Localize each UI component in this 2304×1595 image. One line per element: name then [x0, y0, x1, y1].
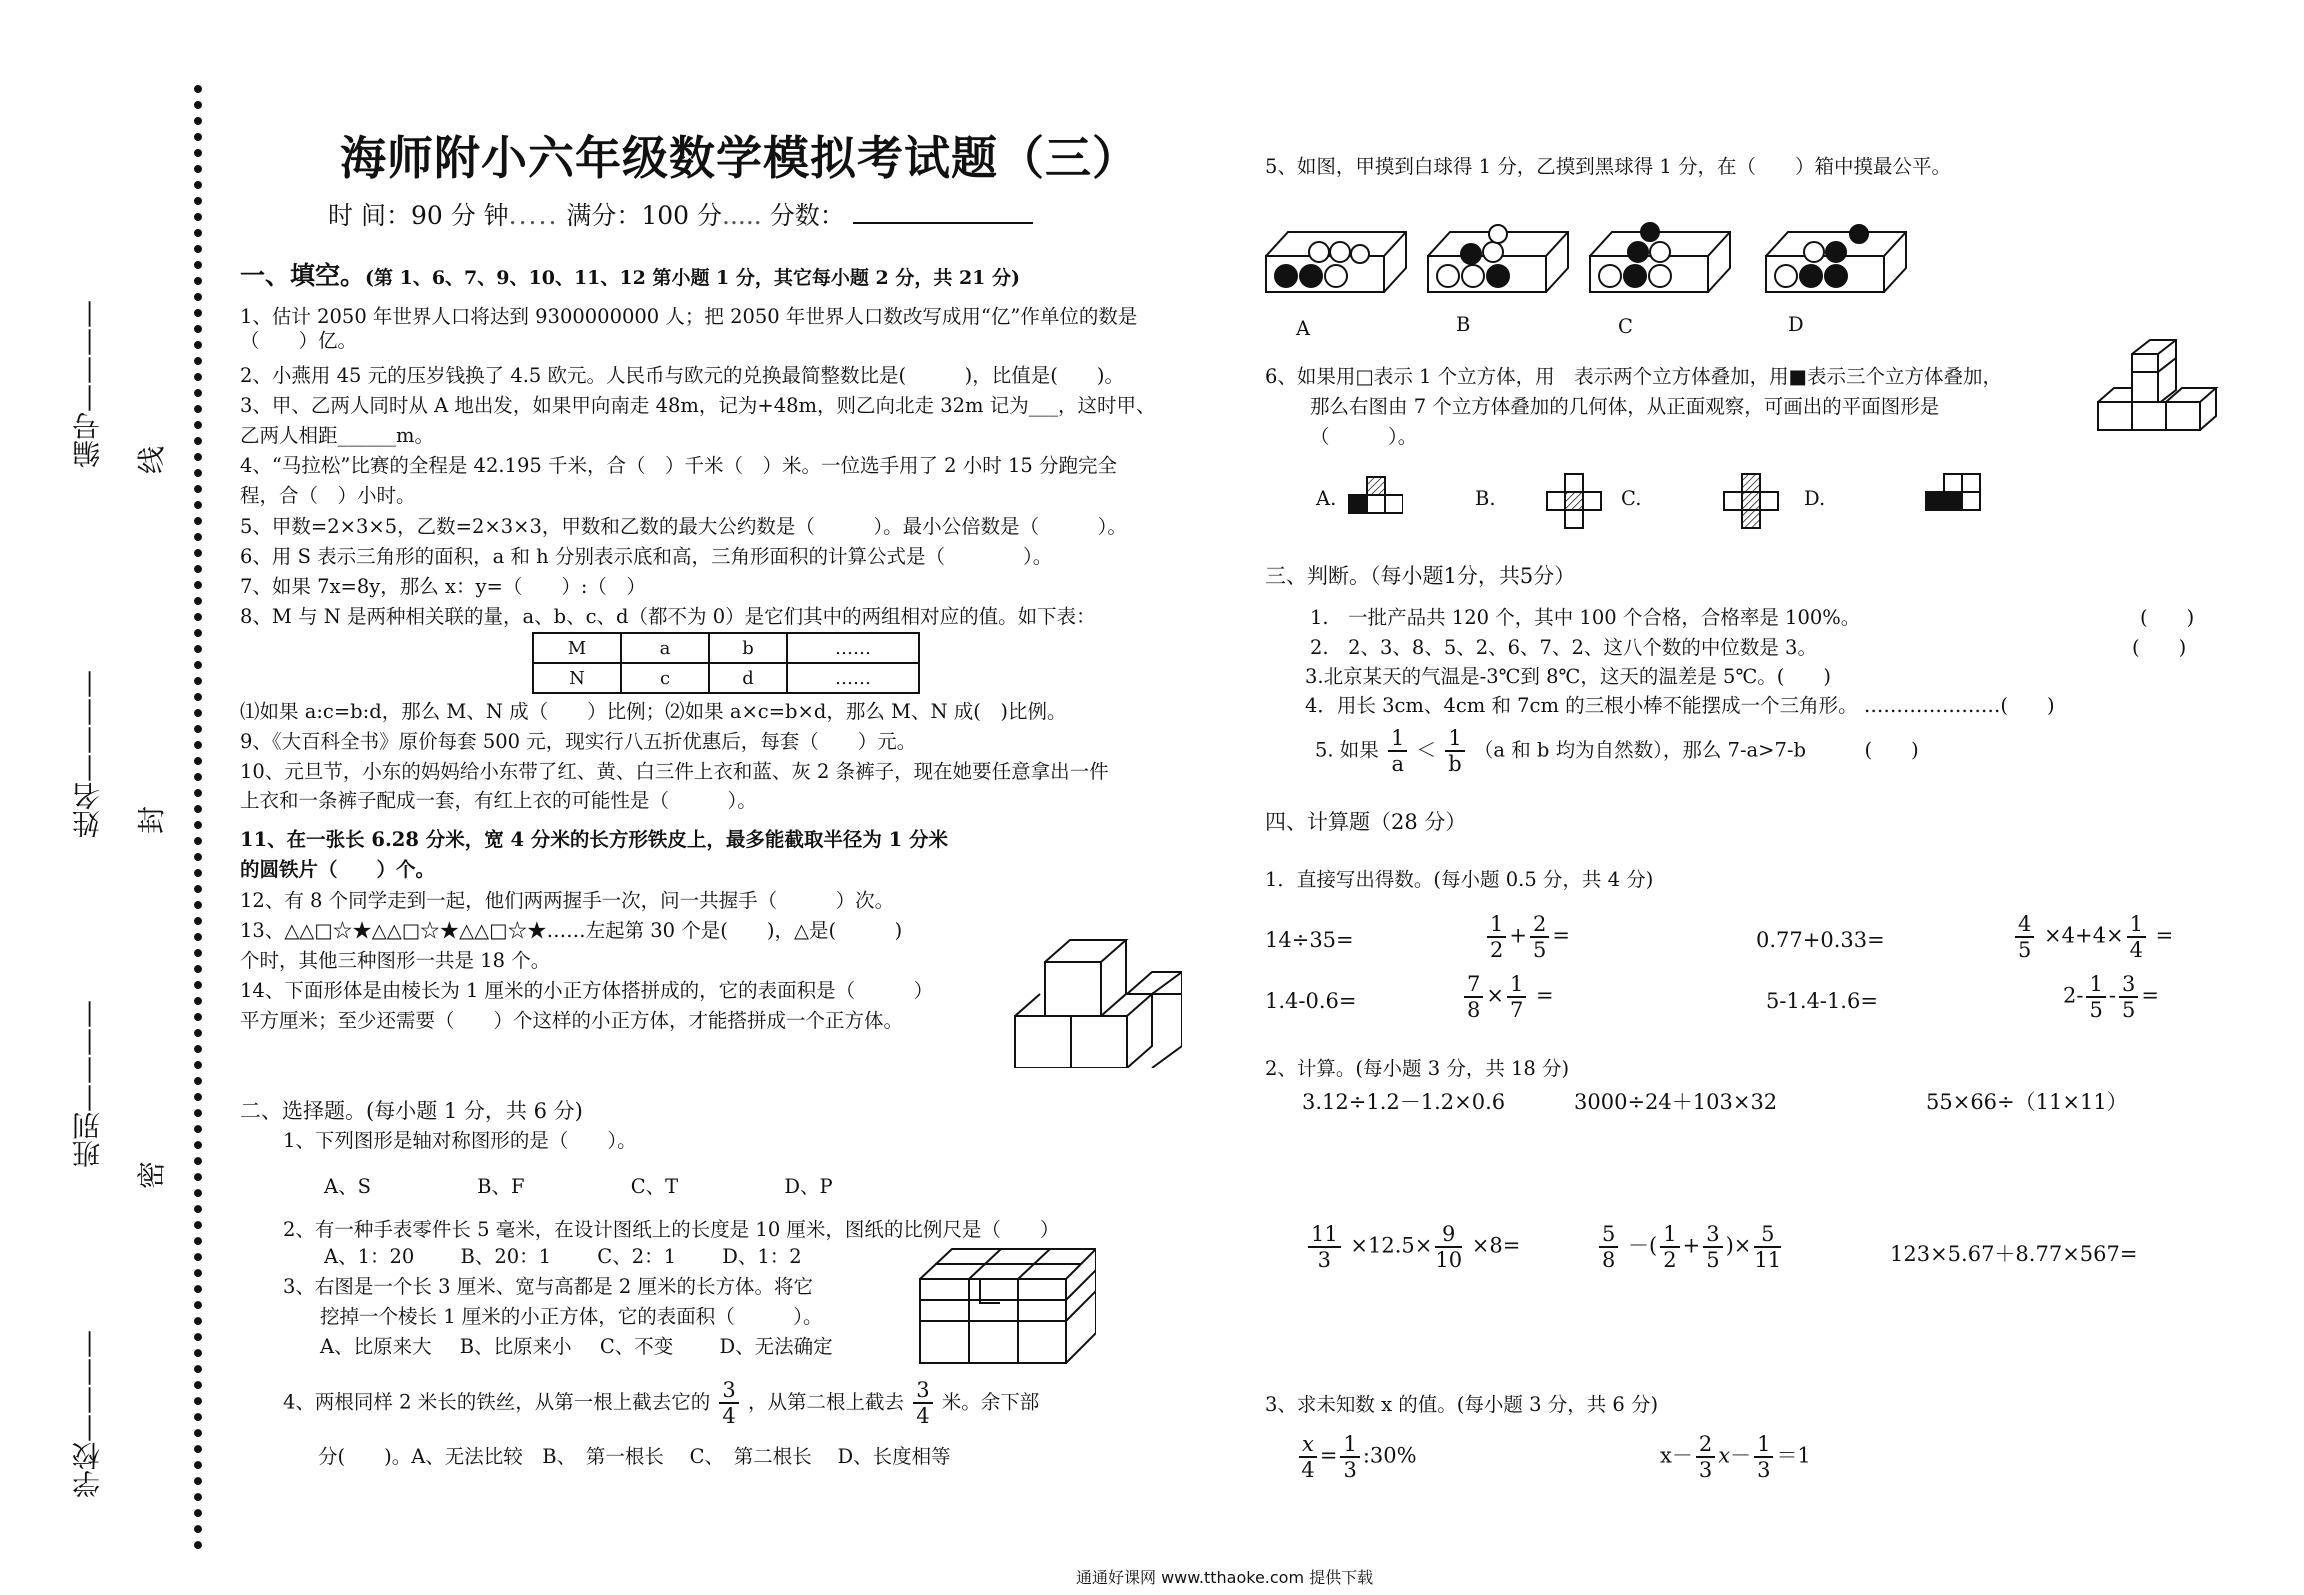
- q1-8b: ⑴如果 a:c=b:d，那么 M、N 成（ ）比例；⑵如果 a×c=b×d，那么 M、N 成( )比例。: [240, 700, 1067, 723]
- calc-sub1: 1．直接写出得数。(每小题 0.5 分，共 4 分): [1265, 868, 1654, 891]
- option-a[interactable]: A、1：20: [324, 1245, 415, 1268]
- option-c[interactable]: C、不变: [599, 1335, 674, 1358]
- q1-5: 5、甲数=2×3×5，乙数=2×3×3，甲数和乙数的最大公约数是（ ）。最小公倍数是（ ）。: [240, 515, 1127, 538]
- q-ball-box: 5、如图，甲摸到白球得 1 分，乙摸到黑球得 1 分，在（ ）箱中摸最公平。: [1265, 155, 1952, 178]
- section1-heading: 一、填空。(第 1、6、7、9、10、11、12 第小题 1 分，其它每小题 2 分，共 21 分): [240, 261, 1020, 290]
- q1-4: 4、“马拉松”比赛的全程是 42.195 千米，合（ ）千米（ ）米。一位选手用了 2 小时 15 分跑完全: [240, 454, 1117, 477]
- judge-1: 1. 一批产品共 120 个，其中 100 个合格，合格率是 100%。: [1310, 606, 1861, 629]
- cuboid-notch-figure: [918, 1245, 1096, 1365]
- q1-10b: 上衣和一条裤子配成一套，有红上衣的可能性是（ ）。: [240, 789, 757, 812]
- q1-3b: 乙两人相距______m。: [240, 424, 434, 447]
- option-b-figure: [1545, 472, 1603, 530]
- eq-1: $\frac{x}{4}$ = $\frac{1}{3}$ :30%: [1296, 1432, 1417, 1482]
- calc-r1c2: $\frac{1}{2}$ + $\frac{2}{5}$ =: [1484, 912, 1570, 962]
- box-b: [1428, 225, 1568, 292]
- judge-3: 3.北京某天的气温是-3℃到 8℃，这天的温差是 5℃。( ): [1305, 665, 1831, 688]
- exam-title: 海师附小六年级数学模拟考试题（三）: [340, 131, 1139, 185]
- q1-1: 1、估计 2050 年世界人口将达到 9300000000 人；把 2050 年世界人口数改写成用“亿”作单位的数是: [240, 305, 1138, 328]
- calc-c6: 123×5.67＋8.77×567=: [1890, 1242, 2138, 1266]
- calc-sub3: 3、求未知数 x 的值。(每小题 3 分，共 6 分): [1265, 1393, 1659, 1416]
- option-d[interactable]: D、1：2: [722, 1245, 802, 1268]
- judge-4: 4．用长 3cm、4cm 和 7cm 的三根小棒不能摆成一个三角形。 …………………( ): [1305, 694, 2055, 717]
- calc-r1c3: 0.77+0.33=: [1756, 928, 1885, 952]
- box-label-b[interactable]: B: [1456, 313, 1471, 336]
- judge-2: 2. 2、3、8、5、2、6、7、2、这八个数的中位数是 3。: [1310, 636, 1817, 659]
- calc-c3: 55×66÷（11×11）: [1926, 1090, 2128, 1114]
- q-cube-view-b: 那么右图由 7 个立方体叠加的几何体，从正面观察，可画出的平面图形是: [1310, 395, 1940, 418]
- box-a: [1266, 232, 1406, 292]
- option-d[interactable]: D、P: [784, 1175, 833, 1198]
- calc-c2: 3000÷24＋103×32: [1574, 1090, 1778, 1114]
- option-c[interactable]: C、T: [630, 1175, 679, 1198]
- calc-r1c4: $\frac{4}{5}$ ×4+4× $\frac{1}{4}$ =: [2012, 912, 2173, 962]
- q1-11b: 的圆铁片（ ）个。: [240, 858, 436, 881]
- table-row: M a b ……: [533, 633, 919, 663]
- section4-heading: 四、计算题（28 分）: [1265, 810, 1467, 834]
- q1-6: 6、用 S 表示三角形的面积，a 和 h 分别表示底和高，三角形面积的计算公式是（ ）。: [240, 545, 1053, 568]
- q2-3-options: [320, 1332, 833, 1362]
- option-c[interactable]: C、2：1: [597, 1245, 677, 1268]
- judge-2-bracket[interactable]: ( ): [2132, 636, 2187, 659]
- fraction: $\frac{3}{4}$: [913, 1378, 932, 1428]
- option-c-figure: [1722, 472, 1780, 530]
- q2-1-options: [324, 1172, 833, 1202]
- cube-stack-figure: [1010, 926, 1182, 1068]
- q1-12: 12、有 8 个同学走到一起，他们两两握手一次，问一共握手（ ）次。: [240, 889, 895, 912]
- q2-4: 4、两根同样 2 米长的铁丝，从第一根上截去它的 $\frac{3}{4}$ ，从第二根上截去 $\frac{3}{4}$ 米。余下部: [283, 1378, 1040, 1428]
- q-cube-view: 6、如果用□表示 1 个立方体，用 表示两个立方体叠加，用■表示三个立方体叠加，: [1265, 365, 2003, 388]
- seal-word-feng: 封: [135, 805, 169, 835]
- box-label-c[interactable]: C: [1618, 315, 1633, 338]
- calc-r2c4: 2- $\frac{1}{5}$ - $\frac{3}{5}$ =: [2063, 972, 2159, 1022]
- seven-cube-figure: [2092, 330, 2222, 434]
- option-label-b[interactable]: B.: [1475, 487, 1496, 510]
- q2-2: 2、有一种手表零件长 5 毫米，在设计图纸上的长度是 10 厘米，图纸的比例尺是（ ）: [283, 1218, 1060, 1241]
- score-label: 分数：: [769, 201, 845, 230]
- fraction: $\frac{1}{b}$: [1445, 726, 1464, 776]
- calc-sub2: 2、计算。(每小题 3 分，共 18 分): [1265, 1057, 1570, 1080]
- option-b[interactable]: B、F: [477, 1175, 525, 1198]
- option-d[interactable]: D、无法确定: [719, 1335, 833, 1358]
- q2-2-options: [324, 1242, 802, 1272]
- option-b[interactable]: B、20：1: [460, 1245, 552, 1268]
- q1-3: 3、甲、乙两人同时从 A 地出发，如果甲向南走 48m，记为+48m，则乙向北走 32m 记为___，这时甲、: [240, 394, 1156, 417]
- q1-8: 8、M 与 N 是两种相关联的量，a、b、c、d（都不为 0）是它们其中的两组相对应的值。如下表：: [240, 605, 1096, 628]
- calc-r2c3: 5-1.4-1.6=: [1766, 989, 1878, 1013]
- fraction: $\frac{3}{4}$: [719, 1378, 738, 1428]
- calc-r2c1: 1.4-0.6=: [1265, 989, 1357, 1013]
- binding-dotted-line: [194, 85, 202, 1550]
- q1-7: 7、如果 7x=8y，那么 x：y=（ ）:（ ）: [240, 575, 646, 598]
- option-label-d[interactable]: D.: [1804, 487, 1826, 510]
- binding-label-name: 姓名————: [71, 670, 104, 838]
- q1-2: 2、小燕用 45 元的压岁钱换了 4.5 欧元。人民币与欧元的兑换最简整数比是( )，比值是( )。: [240, 364, 1124, 387]
- section3-heading: 三、判断。（每小题1分，共5分）: [1265, 564, 1576, 588]
- option-label-c[interactable]: C.: [1621, 487, 1642, 510]
- q1-13b: 个时，其他三种图形一共是 18 个。: [240, 949, 551, 972]
- calc-c1: 3.12÷1.2－1.2×0.6: [1302, 1090, 1506, 1114]
- option-a-figure: [1347, 476, 1403, 514]
- calc-r1c1: 14÷35=: [1265, 928, 1354, 952]
- option-a[interactable]: A、S: [324, 1175, 371, 1198]
- binding-label-school: 学校————: [71, 1330, 104, 1498]
- footer-source: 通通好课网 www.tthaoke.com 提供下载: [1076, 1568, 1374, 1587]
- q1-9: 9、《大百科全书》原价每套 500 元，现实行八五折优惠后，每套（ ）元。: [240, 730, 917, 753]
- mn-table: [532, 632, 920, 694]
- option-label-a[interactable]: A.: [1316, 487, 1337, 510]
- q1-14b: 平方厘米；至少还需要（ ）个这样的小正方体，才能搭拼成一个正方体。: [240, 1009, 904, 1032]
- exam-info: 时 间：90 分 钟..... 满分：100 分..... 分数：: [328, 196, 1033, 232]
- q2-1: 1、下列图形是轴对称图形的是（ ）。: [283, 1129, 637, 1152]
- judge-5: 5. 如果 $\frac{1}{a}$ ＜ $\frac{1}{b}$ （a 和 b 均为自然数），那么 7-a>7-b ( ): [1315, 726, 1919, 776]
- box-label-a[interactable]: A: [1296, 317, 1311, 340]
- q1-13: 13、△△□☆★△△□☆★△△□☆★……左起第 30 个是( )，△是( ): [240, 919, 903, 942]
- seal-word-xian: 线: [135, 445, 169, 475]
- eq-2: x－ $\frac{2}{3}$ x－ $\frac{1}{3}$ ＝1: [1660, 1432, 1811, 1482]
- binding-label-number: 编号————: [71, 300, 104, 468]
- q2-4b: 分( )。A、无法比较 B、 第一根长 C、 第二根长 D、长度相等: [318, 1445, 951, 1468]
- q2-3: 3、右图是一个长 3 厘米、宽与高都是 2 厘米的长方体。将它: [283, 1275, 814, 1298]
- binding-label-class: 班别————: [71, 1000, 104, 1168]
- q1-1b: （ ）亿。: [240, 329, 358, 352]
- q1-4b: 程，合（ ）小时。: [240, 484, 416, 507]
- score-blank[interactable]: [853, 222, 1033, 224]
- time-label: 时 间：90 分 钟: [328, 201, 509, 230]
- box-label-d[interactable]: D: [1788, 313, 1804, 336]
- option-b[interactable]: B、比原来小: [459, 1335, 572, 1358]
- q-cube-view-c: （ ）。: [1310, 425, 1418, 448]
- calc-c5: $\frac{5}{8}$ －( $\frac{1}{2}$ + $\frac{3}{5}$ )× $\frac{5}{11}$: [1596, 1222, 1784, 1272]
- box-d: [1766, 225, 1906, 292]
- calc-r2c2: $\frac{7}{8}$ × $\frac{1}{7}$ =: [1461, 972, 1554, 1022]
- judge-1-bracket[interactable]: ( ): [2140, 606, 2195, 629]
- full-score-label: 满分：100 分: [566, 201, 723, 230]
- calc-c4: $\frac{11}{3}$ ×12.5× $\frac{9}{10}$ ×8=: [1305, 1222, 1520, 1272]
- q2-3b: 挖掉一个棱长 1 厘米的小正方体，它的表面积（ ）。: [320, 1305, 823, 1328]
- option-a[interactable]: A、比原来大: [320, 1335, 432, 1358]
- box-c: [1590, 223, 1730, 292]
- seal-word-mi: 密: [135, 1160, 169, 1190]
- q1-14: 14、下面形体是由棱长为 1 厘米的小正方体搭拼成的，它的表面积是（ ）: [240, 979, 934, 1002]
- q1-10: 10、元旦节，小东的妈妈给小东带了红、黄、白三件上衣和蓝、灰 2 条裤子，现在她要任意拿出一件: [240, 760, 1109, 783]
- q1-11: 11、在一张长 6.28 分米，宽 4 分米的长方形铁皮上，最多能截取半径为 1 分米: [240, 828, 948, 851]
- table-row: N c d ……: [533, 663, 919, 693]
- section2-heading: 二、选择题。(每小题 1 分，共 6 分): [240, 1099, 583, 1123]
- option-d-figure: [1924, 472, 1982, 512]
- ball-boxes-figure: [1264, 210, 2104, 300]
- fraction: $\frac{1}{a}$: [1388, 726, 1407, 776]
